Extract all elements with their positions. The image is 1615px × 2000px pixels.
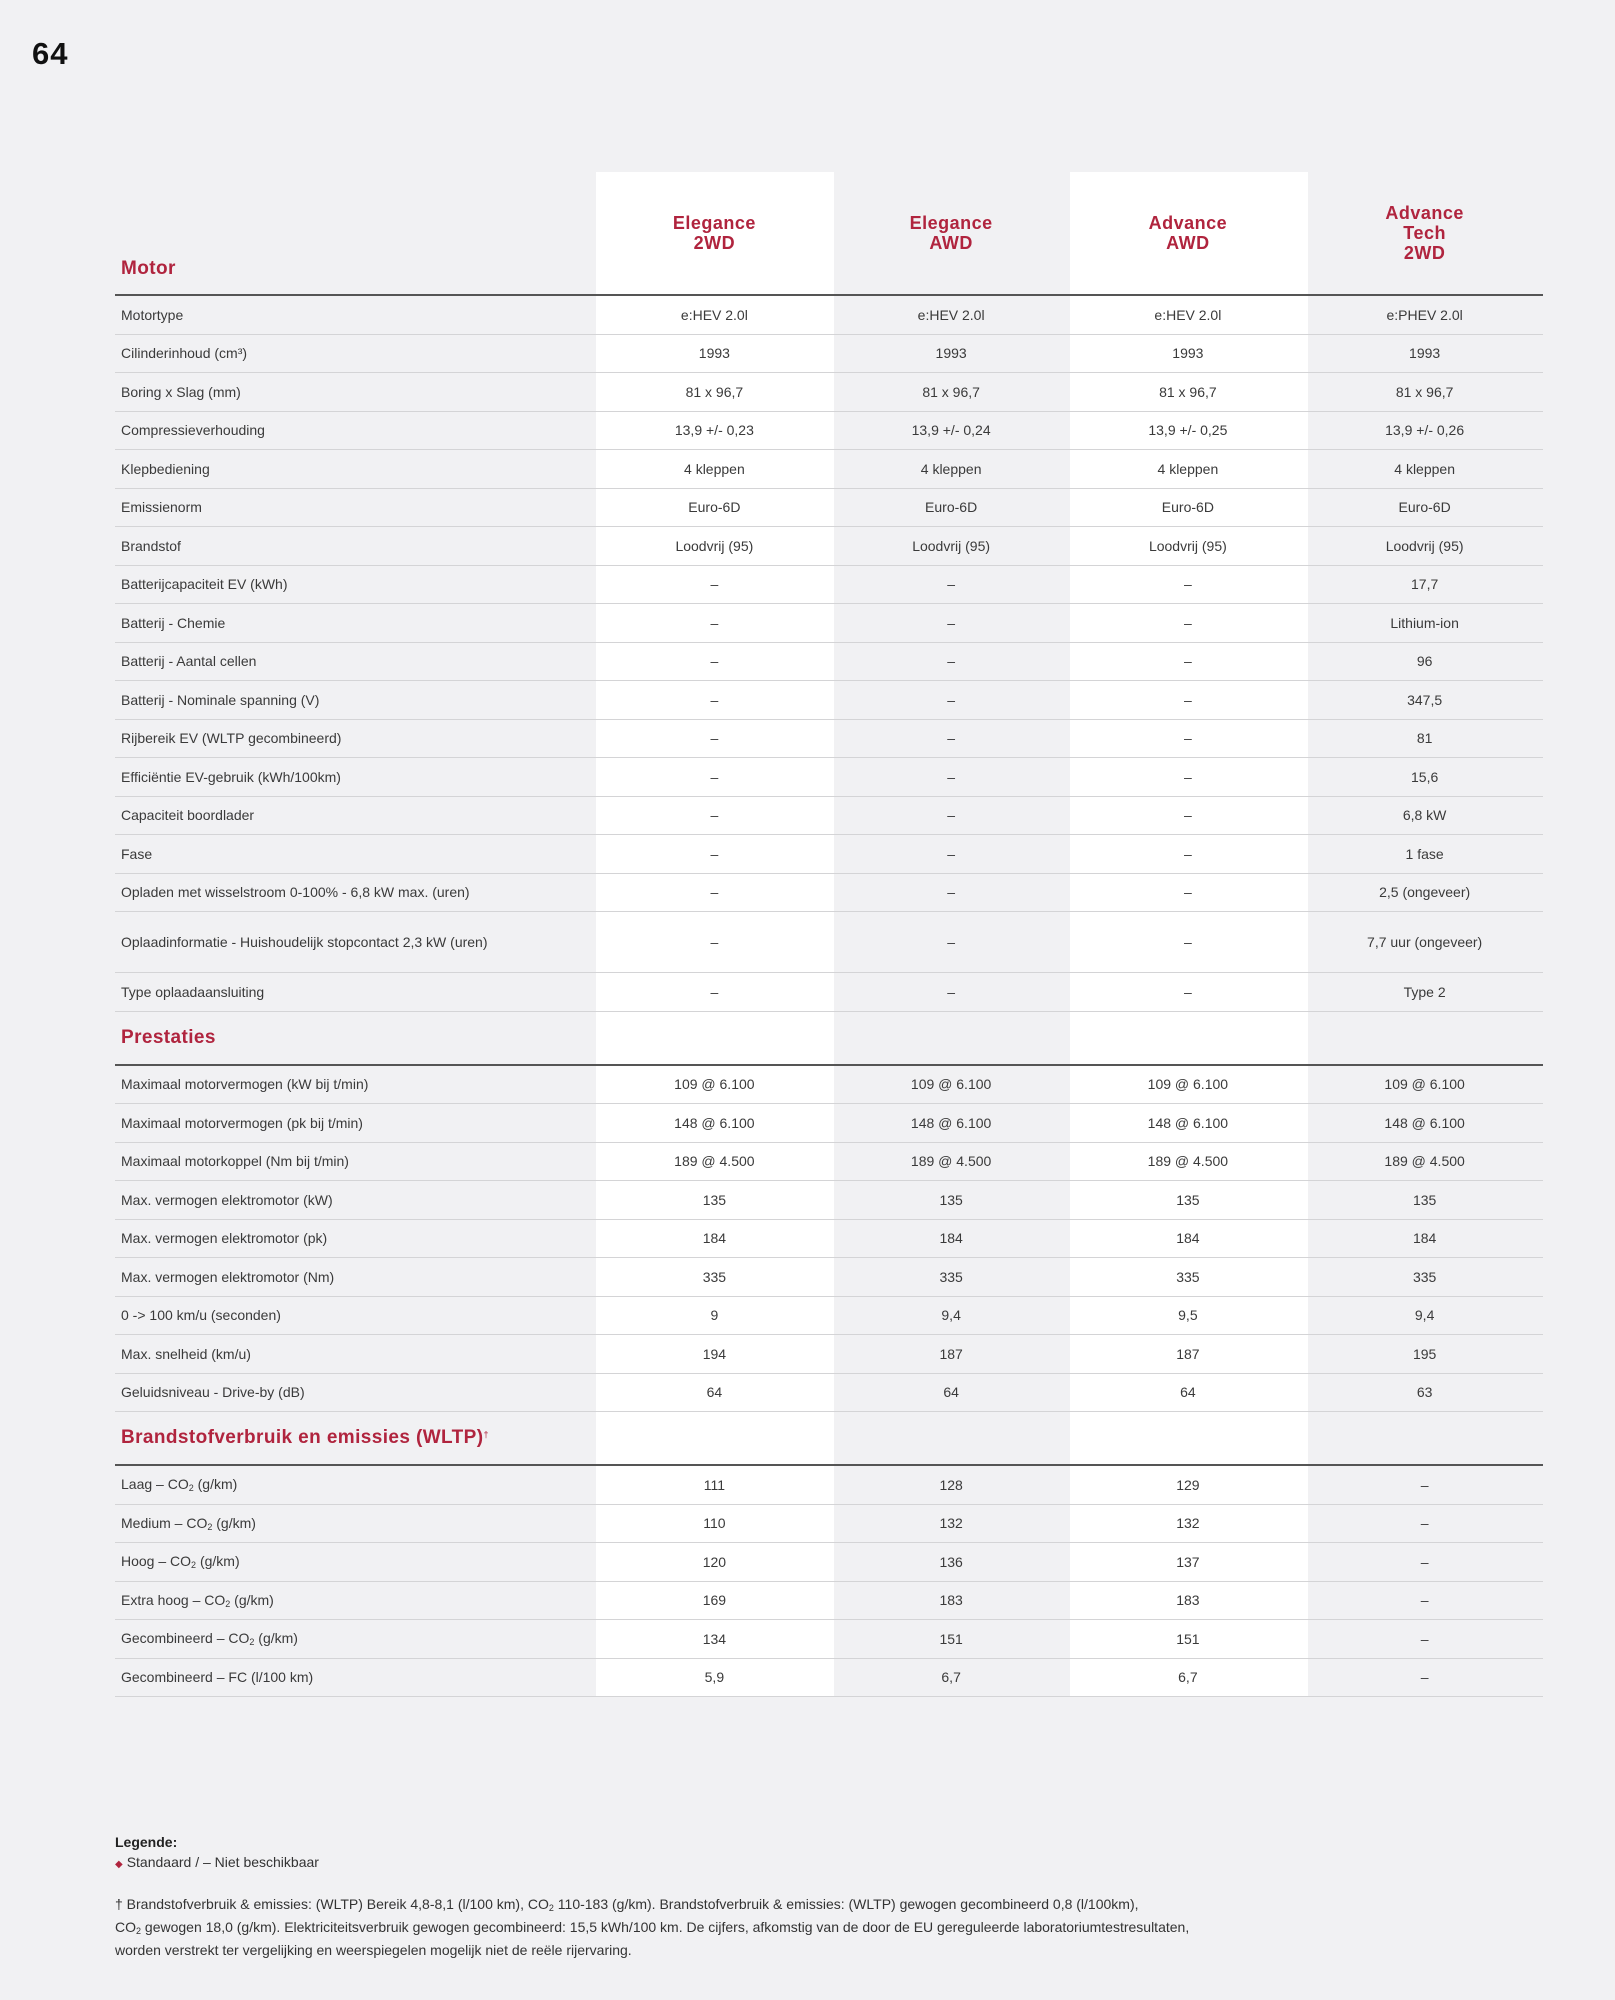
row-value: 81 x 96,7 xyxy=(1306,373,1543,412)
row-value: 4 kleppen xyxy=(1070,450,1307,489)
row-value: – xyxy=(596,835,833,874)
table-row xyxy=(115,527,1543,566)
table-row xyxy=(115,565,1543,604)
row-value: 63 xyxy=(1306,1373,1543,1412)
row-value: 151 xyxy=(1070,1620,1307,1659)
row-value: Lithium-ion xyxy=(1306,604,1543,643)
row-value: – xyxy=(833,604,1070,643)
row-value: 189 @ 4.500 xyxy=(596,1142,833,1181)
row-value: 148 @ 6.100 xyxy=(1070,1104,1307,1143)
row-value: 9,4 xyxy=(833,1296,1070,1335)
row-value: Type 2 xyxy=(1306,973,1543,1012)
table-header xyxy=(115,172,1543,295)
row-value: 135 xyxy=(1306,1181,1543,1220)
row-value: – xyxy=(1306,1658,1543,1697)
table-row xyxy=(115,1065,1543,1104)
row-value: 4 kleppen xyxy=(596,450,833,489)
row-label: Maximaal motorvermogen (pk bij t/min) xyxy=(115,1104,596,1143)
row-label: 0 -> 100 km/u (seconden) xyxy=(115,1296,596,1335)
section-title-prestaties: Prestaties xyxy=(121,1026,216,1048)
row-value: 6,7 xyxy=(833,1658,1070,1697)
row-value: – xyxy=(833,565,1070,604)
row-value: e:PHEV 2.0l xyxy=(1306,295,1543,334)
row-value: Loodvrij (95) xyxy=(1306,527,1543,566)
section-header-row xyxy=(115,1412,1543,1466)
legend xyxy=(115,1832,1235,1960)
row-value: 169 xyxy=(596,1581,833,1620)
row-value: 4 kleppen xyxy=(1306,450,1543,489)
row-value: 110 xyxy=(596,1504,833,1543)
row-value: – xyxy=(833,719,1070,758)
row-value: 129 xyxy=(1070,1465,1307,1504)
row-value: 128 xyxy=(833,1465,1070,1504)
row-value: 13,9 +/- 0,25 xyxy=(1070,411,1307,450)
table-row xyxy=(115,1658,1543,1697)
row-value: 9 xyxy=(596,1296,833,1335)
row-value: 7,7 uur (ongeveer) xyxy=(1306,912,1543,973)
row-label: Oplaadinformatie - Huishoudelijk stopcontact 2,3 kW (uren) xyxy=(115,912,596,973)
row-value: e:HEV 2.0l xyxy=(1070,295,1307,334)
row-value: 9,4 xyxy=(1306,1296,1543,1335)
row-label: Max. vermogen elektromotor (Nm) xyxy=(115,1258,596,1297)
row-value: 81 x 96,7 xyxy=(1070,373,1307,412)
row-label: Batterij - Chemie xyxy=(115,604,596,643)
row-value: Euro-6D xyxy=(1070,488,1307,527)
row-value: – xyxy=(833,873,1070,912)
row-value: 1993 xyxy=(596,334,833,373)
row-label: Batterijcapaciteit EV (kWh) xyxy=(115,565,596,604)
row-value: 81 xyxy=(1306,719,1543,758)
row-label: Type oplaadaansluiting xyxy=(115,973,596,1012)
row-value: 189 @ 4.500 xyxy=(1306,1142,1543,1181)
row-value: 148 @ 6.100 xyxy=(833,1104,1070,1143)
row-label: Maximaal motorvermogen (kW bij t/min) xyxy=(115,1065,596,1104)
row-value: 151 xyxy=(833,1620,1070,1659)
table-row xyxy=(115,334,1543,373)
row-value: 6,8 kW xyxy=(1306,796,1543,835)
page-number: 64 xyxy=(32,36,69,71)
section-spacer xyxy=(1070,1011,1307,1065)
section-spacer xyxy=(833,1011,1070,1065)
row-value: – xyxy=(596,758,833,797)
section-title-motor: Motor xyxy=(121,258,176,279)
row-label: Laag – $CO_2$ (g/km) xyxy=(115,1465,596,1504)
footnote: † Brandstofverbruik & emissies: (WLTP) Bereik 4,8-8,1 (l/100 km), $CO_2$ 110-183 (g/km). Brandstofverbruik & emissies: (WLTP) gewogen gecombineerd 0,8 (l/100km), $CO_2$ gewogen 18,0 (g/km). Elektriciteitsverbruik gewogen gecombineerd: 15,5 kWh/100 km. De cijfers, afkomstig van de door de EU gereguleerde laboratoriumtestresultaten, worden verstrekt ter vergelijking en weerspiegelen mogelijk niet de reële rijervaring. xyxy=(115,1896,1190,1958)
table-row xyxy=(115,1219,1543,1258)
table-row xyxy=(115,1296,1543,1335)
row-value: 64 xyxy=(1070,1373,1307,1412)
table-row xyxy=(115,1258,1543,1297)
row-value: – xyxy=(833,642,1070,681)
row-value: 1993 xyxy=(1070,334,1307,373)
row-value: Loodvrij (95) xyxy=(1070,527,1307,566)
row-label: Opladen met wisselstroom 0-100% - 6,8 kW max. (uren) xyxy=(115,873,596,912)
section-spacer xyxy=(596,1412,833,1466)
model-header: Elegance 2WD xyxy=(596,172,833,295)
row-value: 111 xyxy=(596,1465,833,1504)
row-value: 1993 xyxy=(833,334,1070,373)
table-row xyxy=(115,373,1543,412)
row-value: – xyxy=(596,719,833,758)
table-row xyxy=(115,1543,1543,1582)
table-row xyxy=(115,873,1543,912)
row-value: – xyxy=(1070,565,1307,604)
row-value: 189 @ 4.500 xyxy=(1070,1142,1307,1181)
row-value: 109 @ 6.100 xyxy=(1306,1065,1543,1104)
row-value: 6,7 xyxy=(1070,1658,1307,1697)
row-value: e:HEV 2.0l xyxy=(596,295,833,334)
row-value: – xyxy=(596,604,833,643)
legend-title: Legende: xyxy=(115,1834,178,1850)
row-value: 15,6 xyxy=(1306,758,1543,797)
row-value: 135 xyxy=(596,1181,833,1220)
row-value: – xyxy=(596,912,833,973)
table-row xyxy=(115,912,1543,973)
row-value: Loodvrij (95) xyxy=(596,527,833,566)
row-label: Extra hoog – $CO_2$ (g/km) xyxy=(115,1581,596,1620)
row-label: Max. snelheid (km/u) xyxy=(115,1335,596,1374)
row-label: Boring x Slag (mm) xyxy=(115,373,596,412)
table-row xyxy=(115,681,1543,720)
table-row xyxy=(115,1181,1543,1220)
row-value: 195 xyxy=(1306,1335,1543,1374)
row-value: 136 xyxy=(833,1543,1070,1582)
row-value: – xyxy=(1070,642,1307,681)
table-row xyxy=(115,758,1543,797)
row-label: Capaciteit boordlader xyxy=(115,796,596,835)
row-value: – xyxy=(833,835,1070,874)
row-value: – xyxy=(833,796,1070,835)
row-value: – xyxy=(833,681,1070,720)
table-row xyxy=(115,719,1543,758)
row-value: 132 xyxy=(833,1504,1070,1543)
row-value: 81 x 96,7 xyxy=(833,373,1070,412)
row-label: Max. vermogen elektromotor (pk) xyxy=(115,1219,596,1258)
row-value: – xyxy=(596,642,833,681)
row-value: 1993 xyxy=(1306,334,1543,373)
row-value: 5,9 xyxy=(596,1658,833,1697)
table-row xyxy=(115,1335,1543,1374)
row-value: 135 xyxy=(1070,1181,1307,1220)
row-label: Gecombineerd – FC (l/100 km) xyxy=(115,1658,596,1697)
row-value: 184 xyxy=(596,1219,833,1258)
model-header: Advance Tech 2WD xyxy=(1306,172,1543,295)
table-row xyxy=(115,295,1543,334)
row-value: – xyxy=(1070,912,1307,973)
row-value: 109 @ 6.100 xyxy=(833,1065,1070,1104)
row-value: – xyxy=(833,912,1070,973)
motor-section-cell xyxy=(115,172,596,295)
table-row xyxy=(115,411,1543,450)
row-value: – xyxy=(1070,758,1307,797)
row-label: Gecombineerd – $CO_2$ (g/km) xyxy=(115,1620,596,1659)
row-label: Klepbediening xyxy=(115,450,596,489)
row-value: – xyxy=(596,873,833,912)
row-value: 96 xyxy=(1306,642,1543,681)
table-row xyxy=(115,973,1543,1012)
table-row xyxy=(115,1581,1543,1620)
row-value: 109 @ 6.100 xyxy=(596,1065,833,1104)
legend-item: ◆ Standaard / – Niet beschikbaar xyxy=(115,1854,319,1870)
row-value: – xyxy=(1070,719,1307,758)
row-label: Rijbereik EV (WLTP gecombineerd) xyxy=(115,719,596,758)
row-value: 120 xyxy=(596,1543,833,1582)
row-value: Euro-6D xyxy=(596,488,833,527)
row-label: Compressieverhouding xyxy=(115,411,596,450)
table-row xyxy=(115,1142,1543,1181)
row-value: 148 @ 6.100 xyxy=(596,1104,833,1143)
section-spacer xyxy=(1306,1011,1543,1065)
row-value: 1 fase xyxy=(1306,835,1543,874)
row-value: 183 xyxy=(833,1581,1070,1620)
row-label: Maximaal motorkoppel (Nm bij t/min) xyxy=(115,1142,596,1181)
row-label: Batterij - Aantal cellen xyxy=(115,642,596,681)
model-header: Elegance AWD xyxy=(833,172,1070,295)
table-row xyxy=(115,488,1543,527)
row-value: 13,9 +/- 0,23 xyxy=(596,411,833,450)
table-row xyxy=(115,642,1543,681)
row-value: – xyxy=(596,796,833,835)
table-row xyxy=(115,1373,1543,1412)
row-value: – xyxy=(1306,1465,1543,1504)
section-header-row xyxy=(115,1011,1543,1065)
section-spacer xyxy=(833,1412,1070,1466)
row-value: 187 xyxy=(1070,1335,1307,1374)
row-value: 187 xyxy=(833,1335,1070,1374)
row-value: e:HEV 2.0l xyxy=(833,295,1070,334)
row-value: 335 xyxy=(596,1258,833,1297)
row-value: 81 x 96,7 xyxy=(596,373,833,412)
row-value: – xyxy=(1306,1504,1543,1543)
row-value: 335 xyxy=(1306,1258,1543,1297)
spec-table xyxy=(115,172,1543,1697)
section-spacer xyxy=(1306,1412,1543,1466)
row-value: 132 xyxy=(1070,1504,1307,1543)
row-value: 184 xyxy=(1070,1219,1307,1258)
row-value: – xyxy=(1070,604,1307,643)
table-row xyxy=(115,1104,1543,1143)
row-value: 184 xyxy=(1306,1219,1543,1258)
row-value: – xyxy=(1070,796,1307,835)
table-row xyxy=(115,450,1543,489)
section-spacer xyxy=(596,1011,833,1065)
table-row xyxy=(115,796,1543,835)
row-value: – xyxy=(596,973,833,1012)
section-title-cell: Brandstofverbruik en emissies (WLTP)† xyxy=(115,1412,596,1466)
row-label: Efficiëntie EV-gebruik (kWh/100km) xyxy=(115,758,596,797)
row-value: 335 xyxy=(1070,1258,1307,1297)
table-row xyxy=(115,1465,1543,1504)
row-value: – xyxy=(1070,973,1307,1012)
model-header: Advance AWD xyxy=(1070,172,1307,295)
row-value: 4 kleppen xyxy=(833,450,1070,489)
table-row xyxy=(115,1620,1543,1659)
section-spacer xyxy=(1070,1412,1307,1466)
diamond-icon: ◆ xyxy=(115,1859,123,1870)
row-value: – xyxy=(1306,1543,1543,1582)
row-value: 184 xyxy=(833,1219,1070,1258)
table-row xyxy=(115,1504,1543,1543)
row-value: 135 xyxy=(833,1181,1070,1220)
row-value: – xyxy=(1306,1620,1543,1659)
row-value: 335 xyxy=(833,1258,1070,1297)
row-value: – xyxy=(1070,835,1307,874)
row-label: Batterij - Nominale spanning (V) xyxy=(115,681,596,720)
row-label: Fase xyxy=(115,835,596,874)
row-value: 109 @ 6.100 xyxy=(1070,1065,1307,1104)
row-value: – xyxy=(833,973,1070,1012)
row-value: 17,7 xyxy=(1306,565,1543,604)
row-value: Euro-6D xyxy=(1306,488,1543,527)
row-value: 347,5 xyxy=(1306,681,1543,720)
row-value: – xyxy=(1306,1581,1543,1620)
row-value: 134 xyxy=(596,1620,833,1659)
row-value: 189 @ 4.500 xyxy=(833,1142,1070,1181)
row-label: Hoog – $CO_2$ (g/km) xyxy=(115,1543,596,1582)
row-value: 194 xyxy=(596,1335,833,1374)
row-value: 13,9 +/- 0,24 xyxy=(833,411,1070,450)
row-value: 13,9 +/- 0,26 xyxy=(1306,411,1543,450)
row-value: – xyxy=(596,565,833,604)
row-value: 137 xyxy=(1070,1543,1307,1582)
row-label: Medium – $CO_2$ (g/km) xyxy=(115,1504,596,1543)
row-label: Cilinderinhoud (cm³) xyxy=(115,334,596,373)
table-row xyxy=(115,604,1543,643)
row-value: 64 xyxy=(833,1373,1070,1412)
row-value: 148 @ 6.100 xyxy=(1306,1104,1543,1143)
row-value: – xyxy=(596,681,833,720)
row-label: Motortype xyxy=(115,295,596,334)
row-label: Geluidsniveau - Drive-by (dB) xyxy=(115,1373,596,1412)
table-row xyxy=(115,835,1543,874)
row-label: Emissienorm xyxy=(115,488,596,527)
row-value: Loodvrij (95) xyxy=(833,527,1070,566)
row-value: 2,5 (ongeveer) xyxy=(1306,873,1543,912)
row-value: 64 xyxy=(596,1373,833,1412)
section-title-emissies: Brandstofverbruik en emissies (WLTP) xyxy=(121,1427,484,1448)
row-value: – xyxy=(1070,681,1307,720)
row-value: – xyxy=(1070,873,1307,912)
row-value: – xyxy=(833,758,1070,797)
section-title-cell xyxy=(115,1011,596,1065)
row-value: 183 xyxy=(1070,1581,1307,1620)
row-label: Brandstof xyxy=(115,527,596,566)
row-label: Max. vermogen elektromotor (kW) xyxy=(115,1181,596,1220)
row-value: 9,5 xyxy=(1070,1296,1307,1335)
row-value: Euro-6D xyxy=(833,488,1070,527)
